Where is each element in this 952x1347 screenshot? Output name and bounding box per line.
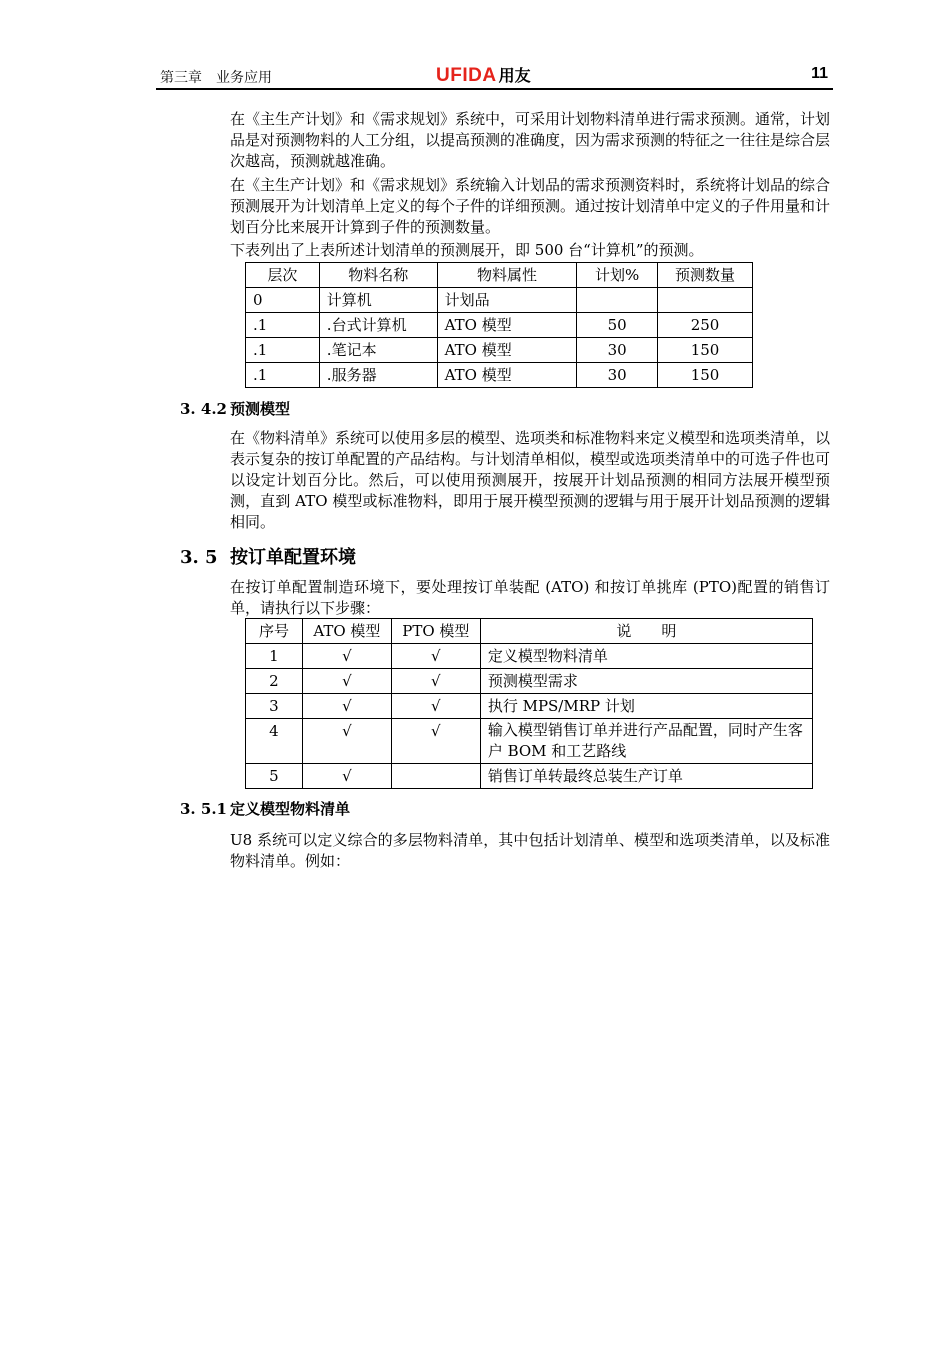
page-header (158, 62, 832, 90)
table-cell: 5 (246, 764, 303, 789)
table-cell: √ (391, 719, 480, 764)
table-cell: √ (302, 644, 391, 669)
paragraph-define-model-bom: U8 系统可以定义综合的多层物料清单，其中包括计划清单、模型和选项类清单，以及标准物料清单。例如： (230, 831, 830, 870)
table-cell: 计算机 (319, 288, 437, 313)
paragraph-forecast-explosion: 在《主生产计划》和《需求规划》系统输入计划品的需求预测资料时，系统将计划品的综合预测展开为计划清单上定义的每个子件的详细预测。通过按计划清单中定义的子件用量和计划百分比来展开计算到子件的预测数量。 (230, 176, 831, 236)
table-row (246, 313, 753, 338)
table-cell: 输入模型销售订单并进行产品配置，同时产生客户 BOM 和工艺路线 (480, 719, 812, 764)
table-cell: .1 (246, 363, 320, 388)
table-cell: ATO 模型 (437, 313, 577, 338)
table-cell: .1 (246, 313, 320, 338)
table-cell: 30 (577, 338, 658, 363)
logo-text-en: UFIDA (436, 65, 497, 86)
section-heading-3-5 (180, 543, 356, 569)
chapter-title: 第三章 业务应用 (160, 70, 272, 86)
table-cell: 预测模型需求 (480, 669, 812, 694)
table-cell: √ (302, 694, 391, 719)
table-cell: .1 (246, 338, 320, 363)
table-row (246, 694, 813, 719)
ufida-logo (436, 63, 531, 87)
paragraph-table-intro: 下表列出了上表所述计划清单的预测展开，即 500 台“计算机”的预测。 (230, 241, 704, 259)
column-header: 说 明 (480, 619, 812, 644)
section-title: 预测模型 (230, 400, 291, 418)
table-row (246, 288, 753, 313)
section-heading-3-4-2 (180, 398, 290, 419)
table-cell: 执行 MPS/MRP 计划 (480, 694, 812, 719)
page-number: 11 (811, 65, 828, 82)
table-cell: 0 (246, 288, 320, 313)
table-cell (658, 288, 753, 313)
column-header: ATO 模型 (302, 619, 391, 644)
logo-text-cn: 用友 (498, 66, 531, 85)
table-row (246, 764, 813, 789)
column-header: 物料名称 (319, 263, 437, 288)
steps-table (245, 618, 813, 789)
table-cell: 50 (577, 313, 658, 338)
column-header: 预测数量 (658, 263, 753, 288)
table-cell: 4 (246, 719, 303, 764)
table-cell: 3 (246, 694, 303, 719)
table-row (246, 644, 813, 669)
table-cell (391, 764, 480, 789)
paragraph-config-steps-intro: 在按订单配置制造环境下，要处理按订单装配 (ATO) 和按订单挑库 (PTO)配置的销售订单，请执行以下步骤： (230, 578, 830, 617)
section-number: 3. 5.1 (180, 800, 227, 818)
table-cell: 销售订单转最终总装生产订单 (480, 764, 812, 789)
table-row (246, 719, 813, 764)
table-cell: 150 (658, 363, 753, 388)
table-cell: √ (391, 694, 480, 719)
table-cell: 1 (246, 644, 303, 669)
column-header: 计划% (577, 263, 658, 288)
section-number: 3. 5 (180, 547, 218, 568)
table-cell: √ (391, 669, 480, 694)
table-cell: ATO 模型 (437, 363, 577, 388)
table-header-row (246, 619, 813, 644)
table-cell: √ (391, 644, 480, 669)
section-title: 定义模型物料清单 (230, 800, 351, 818)
table-row (246, 363, 753, 388)
table-cell: 2 (246, 669, 303, 694)
header-rule (156, 88, 833, 90)
table-cell: 250 (658, 313, 753, 338)
table-row (246, 669, 813, 694)
table-cell (577, 288, 658, 313)
column-header: 序号 (246, 619, 303, 644)
table-cell: √ (302, 719, 391, 764)
paragraph-planning-bom: 在《主生产计划》和《需求规划》系统中，可采用计划物料清单进行需求预测。通常，计划品是对预测物料的人工分组，以提高预测的准确度，因为需求预测的特征之一往往是综合层次越高，预测就越准确。 (230, 110, 831, 170)
column-header: PTO 模型 (391, 619, 480, 644)
table-cell: 定义模型物料清单 (480, 644, 812, 669)
table-cell: .笔记本 (319, 338, 437, 363)
column-header: 物料属性 (437, 263, 577, 288)
table-cell: .台式计算机 (319, 313, 437, 338)
table-cell: 30 (577, 363, 658, 388)
table-row (246, 338, 753, 363)
table-cell: ATO 模型 (437, 338, 577, 363)
forecast-table (245, 262, 753, 388)
table-cell: .服务器 (319, 363, 437, 388)
table-cell: √ (302, 764, 391, 789)
table-cell: √ (302, 669, 391, 694)
table-cell: 150 (658, 338, 753, 363)
table-header-row (246, 263, 753, 288)
paragraph-forecast-model: 在《物料清单》系统可以使用多层的模型、选项类和标准物料来定义模型和选项类清单，以表示复杂的按订单配置的产品结构。与计划清单相似，模型或选项类清单中的可选子件也可以设定计划百分比。然后，可以使用预测展开，按展开计划品预测的相同方法展开模型预测，直到 ATO 模型或标准物料，即用于展开模型预测的逻辑与用于展开计划品预测的逻辑相同。 (230, 429, 831, 531)
section-title: 按订单配置环境 (230, 547, 356, 568)
section-number: 3. 4.2 (180, 400, 227, 418)
table-cell: 计划品 (437, 288, 577, 313)
column-header: 层次 (246, 263, 320, 288)
section-heading-3-5-1 (180, 798, 350, 819)
